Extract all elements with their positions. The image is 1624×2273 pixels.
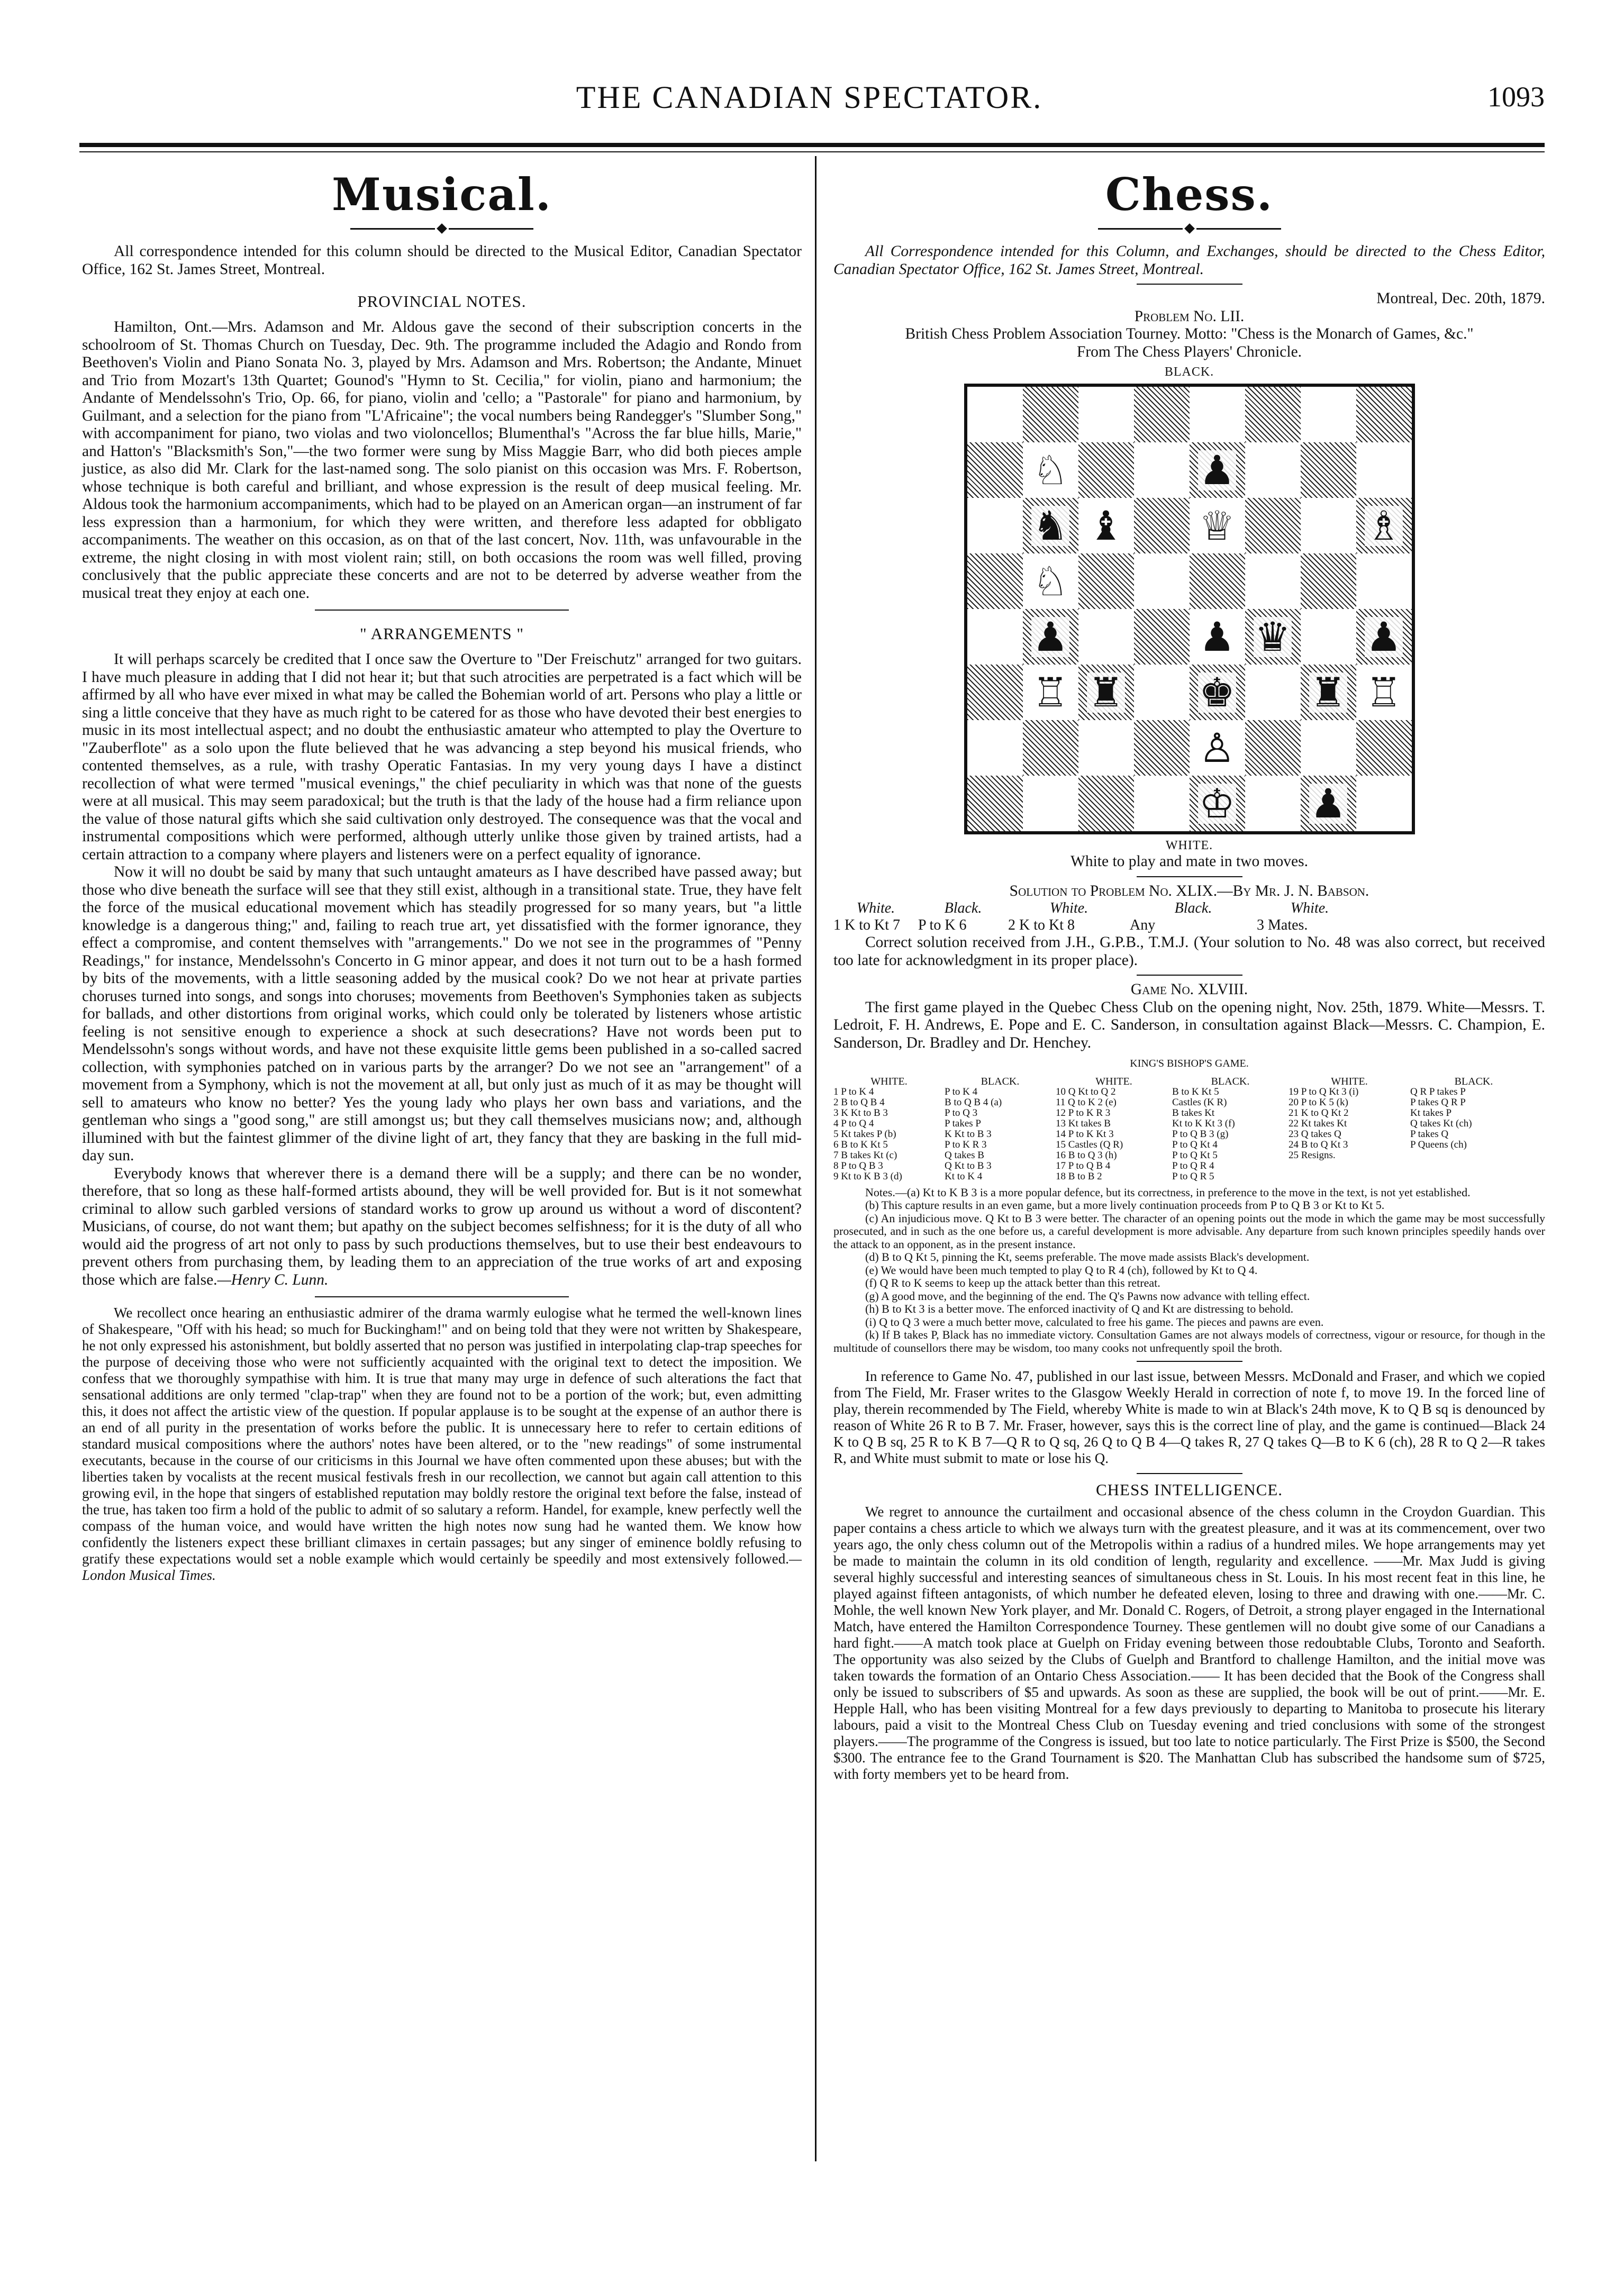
solution-header: White. <box>856 900 895 916</box>
move-cell: P to K R 3 <box>945 1139 987 1150</box>
chess-heading: Chess. <box>1105 168 1274 221</box>
move-cell: P Queens (ch) <box>1410 1139 1467 1150</box>
moves-header: BLACK. <box>1454 1076 1493 1087</box>
chess-piece-icon: ♟ <box>1365 613 1402 660</box>
solution-move: P to K 6 <box>918 917 967 933</box>
board-square <box>1190 776 1245 831</box>
arrangements-paragraph: Now it will no doubt be said by many that such untaught amateurs as I have described have passed away; but those who dive beneath the surface will see that they still exist, although in a transitional state. True, they have felt the force of the musical educational movement which has steadily progressed for so many years, but "a little knowledge is a dangerous thing;" and, failing to reach true art, yet dissatisfied with the former ignorance, they effect a compromise, and content themselves with "arrangements." Do we not see in the programmes of "Penny Readings," for instance, Mendelssohn's Concerto in G minor appear, and does it not turn out to be a hash formed by bits of the movements, with a little seasoning added by the musical cook? Do we not hear at private parties choruses turned into songs, and songs into choruses; movements from Beethoven's Symphonies taken as subjects for ballads, and other distortions from original works, which could only be tolerated by listeners whose artistic feeling is not sensitive enough to experience a shock at such desecrations? Have not words been put to Mendelssohn's songs without words, and have not these exquisite little gems been published in a so-called sacred collection, with symphonies patched on in various parts by the arranger? Do we not see an "arrangement" of a movement from a Symphony, which is not the movement at all, but only just as much of it as may be thought will sell to amateurs who know no better? Yes the young lady who plays her own bass and variations, and the gentleman who sings a "good song," are still amongst us; but they call themselves musicians now; and, although illumined with but the faintest glimmer of the divine light of art, they fancy that they are basking in the full mid-day sun. <box>82 863 802 1164</box>
move-cell: Q R P takes P <box>1410 1086 1466 1097</box>
board-square <box>1023 553 1078 609</box>
provincial-notes-title: PROVINCIAL NOTES. <box>357 292 527 311</box>
chess-board <box>964 384 1415 834</box>
solution-header: White. <box>1049 900 1088 916</box>
move-cell: 24 B to Q Kt 3 <box>1289 1139 1348 1150</box>
move-cell <box>1410 1161 1537 1171</box>
move-cell: P to Q Kt 4 <box>1172 1139 1218 1150</box>
dateline: Montreal, Dec. 20th, 1879. <box>1376 290 1545 307</box>
move-cell: P to Q 3 <box>945 1107 978 1119</box>
move-cell: 7 B takes Kt (c) <box>833 1150 897 1161</box>
move-cell: 15 Castles (Q R) <box>1056 1139 1123 1150</box>
column-divider <box>815 156 816 2161</box>
board-square <box>1023 442 1078 498</box>
chess-piece-icon: ♞ <box>1032 502 1069 549</box>
game-note: (k) If B takes P, Black has no immediate victory. Consultation Games are not always models of correctness, vigour or resource, for though in the multitude of counsellors there may be wisdom, too many cooks not unfrequently spoil the broth. <box>833 1328 1545 1354</box>
game-moves-table <box>833 1076 1545 1182</box>
board-square <box>1245 387 1301 442</box>
move-cell: Castles (K R) <box>1172 1097 1227 1108</box>
board-square <box>1356 498 1412 553</box>
move-cell <box>1289 1171 1410 1182</box>
arrangements-paragraph <box>82 1165 802 1289</box>
board-square <box>1078 720 1134 776</box>
board-square <box>1245 776 1301 831</box>
moves-header: WHITE. <box>870 1076 908 1087</box>
board-square <box>1245 720 1301 776</box>
game-note: Notes.—(a) Kt to K B 3 is a more popular defence, but its correctness, in preference to the move in the text, is not yet established. <box>865 1185 1471 1199</box>
move-cell: 4 P to Q 4 <box>833 1118 874 1129</box>
game-reference: In reference to Game No. 47, published in our last issue, between Messrs. McDonald and Fraser, and which we copied from The Field, Mr. Fraser writes to the Glasgow Weekly Herald in correction of note f, to move 19. In the forced line of play, therein recommended by The Field, whereby White is made to win at Black's 24th move, K to Q B sq is denounced by reason of White 26 R to B 7. Mr. Fraser, however, says this is the correct line of play, and the game is continued—Black 24 K to Q B sq, 25 R to K B 7—Q R to Q sq, 26 Q to Q B 4—Q takes R, 27 Q takes Q—B to K 6 (ch), 28 R to Q 2—R takes R, and White must submit to mate or lose his Q. <box>833 1368 1545 1466</box>
section-rule <box>1137 284 1242 285</box>
section-rule <box>1137 975 1242 976</box>
move-cell: P takes Q <box>1410 1129 1449 1140</box>
chess-piece-icon: ♘ <box>1032 557 1069 605</box>
solution-move: 3 Mates. <box>1257 917 1308 933</box>
board-square <box>1356 553 1412 609</box>
board-square <box>1190 387 1245 442</box>
board-square <box>967 720 1023 776</box>
board-square <box>1134 720 1190 776</box>
board-square <box>1078 442 1134 498</box>
board-square <box>1078 498 1134 553</box>
solution-header: Black. <box>1174 900 1212 916</box>
move-cell: 8 P to Q B 3 <box>833 1160 883 1171</box>
board-square <box>1134 609 1190 665</box>
board-square <box>1190 553 1245 609</box>
board-square <box>1078 553 1134 609</box>
move-cell: 12 P to K R 3 <box>1056 1107 1111 1119</box>
move-cell: 19 P to Q Kt 3 (i) <box>1289 1086 1359 1097</box>
board-square <box>1190 609 1245 665</box>
section-rule <box>1137 1361 1242 1362</box>
chess-piece-icon: ♚ <box>1199 668 1236 716</box>
board-square <box>1356 720 1412 776</box>
game-note: (b) This capture results in an even game, but a more lively continuation proceeds from P to Q B 3 or Kt to Kt 5. <box>865 1198 1385 1212</box>
move-cell: P takes P <box>945 1118 981 1129</box>
opening-name: KING'S BISHOP'S GAME. <box>1130 1058 1249 1069</box>
move-cell: P to Q B 3 (g) <box>1172 1129 1229 1140</box>
board-square <box>1356 442 1412 498</box>
board-square <box>1134 553 1190 609</box>
solution-header: Black. <box>944 900 982 916</box>
page-number: 1093 <box>1487 81 1545 113</box>
board-square <box>967 387 1023 442</box>
board-square <box>1301 498 1356 553</box>
move-cell <box>1410 1150 1537 1161</box>
board-square <box>1134 665 1190 720</box>
move-cell: 3 K Kt to B 3 <box>833 1107 888 1119</box>
move-cell: Q takes B <box>945 1150 984 1161</box>
move-cell: 20 P to K 5 (k) <box>1289 1097 1348 1108</box>
move-cell: B to Q B 4 (a) <box>945 1097 1002 1108</box>
game-note: (f) Q R to K seems to keep up the attack better than this retreat. <box>865 1276 1160 1289</box>
move-cell: 9 Kt to K B 3 (d) <box>833 1171 902 1182</box>
clap-trap-paragraph <box>82 1305 802 1584</box>
section-rule <box>1137 876 1242 877</box>
board-square <box>1245 609 1301 665</box>
move-cell: 11 Q to K 2 (e) <box>1056 1097 1117 1108</box>
move-cell: P to K 4 <box>945 1086 978 1097</box>
chess-piece-icon: ♖ <box>1365 668 1402 716</box>
heading-ornament <box>82 224 802 233</box>
moves-header: BLACK. <box>981 1076 1020 1087</box>
chess-intelligence-title: CHESS INTELLIGENCE. <box>1095 1480 1283 1499</box>
solution-move: 2 K to Kt 8 <box>1008 917 1075 933</box>
board-square <box>1078 387 1134 442</box>
chess-piece-icon: ♜ <box>1087 668 1124 716</box>
board-square <box>1356 387 1412 442</box>
board-square <box>1245 442 1301 498</box>
move-cell: 25 Resigns. <box>1289 1150 1336 1161</box>
board-square <box>1301 776 1356 831</box>
arrangements-signature: —Henry C. Lunn. <box>217 1271 329 1288</box>
musical-heading: Musical. <box>332 168 552 221</box>
board-square <box>967 553 1023 609</box>
board-square <box>1134 387 1190 442</box>
game-note: (e) We would have been much tempted to play Q to R 4 (ch), followed by Kt to Q 4. <box>865 1263 1258 1277</box>
board-square <box>1134 776 1190 831</box>
move-cell: P takes Q R P <box>1410 1097 1466 1108</box>
chess-intro: All Correspondence intended for this Column, and Exchanges, should be directed to the Chess Editor, Canadian Spectator Office, 162 St. James Street, Montreal. <box>833 243 1545 278</box>
board-square <box>1301 720 1356 776</box>
board-square <box>1245 665 1301 720</box>
chess-piece-icon: ♟ <box>1199 446 1236 494</box>
moves-header: WHITE. <box>1331 1076 1368 1087</box>
board-square <box>967 498 1023 553</box>
problem-title: Problem No. LII. <box>1134 307 1245 325</box>
board-square <box>1078 665 1134 720</box>
board-square <box>1301 442 1356 498</box>
moves-header: WHITE. <box>1095 1076 1132 1087</box>
chess-intelligence-text: We regret to announce the curtailment and occasional absence of the chess column in the Croydon Guardian. This paper contains a chess article to which we always turn with the greatest pleasure, and it was at its commencement, over two years ago, the only chess column out of the Metropolis within a radius of a hundred miles. We hope arrangements may yet be made to maintain the column in its old condition of length, regularity and excellence. ——Mr. Max Judd is giving several highly successful and interesting seances of simultaneous chess in St. Louis. In his most recent feat in this line, he played against fifteen antagonists, of which number he defeated eleven, losing to three and drawing with one.——Mr. C. Mohle, the well known New York player, and Mr. Donald C. Rogers, of Detroit, a strong player engaged in the International Match, have entered the Hamilton Correspondence Tourney. These gentlemen will no doubt give some of our Canadians a hard fight.——A match took place at Guelph on Friday evening between those redoubtable Clubs, Toronto and Seaforth. The opportunity was also seized by the Clubs of Guelph and Brantford to challenge Hamilton, and the initial move was taken towards the formation of an Ontario Chess Association.—— It has been decided that the Book of the Congress shall only be issued to subscribers of $5 and upwards. As soon as these are supplied, the book will be out of print.——Mr. E. Hepple Hall, who has been visiting Montreal for a few days previously to departing to Manitoba to prosecute his literary labours, paid a visit to the Montreal Chess Club on Tuesday evening and tried conclusions with some of the strongest players.——The programme of the Congress is issued, but too late to notice particularly. The First Prize is $500, the Second $300. The entrance fee to the Grand Tournament is $20. The Manhattan Club has subscribed the handsome sum of $725, with forty members yet to be heard from. <box>833 1504 1545 1782</box>
move-cell: Kt to K Kt 3 (f) <box>1172 1118 1235 1129</box>
moves-header: BLACK. <box>1211 1076 1250 1087</box>
chess-piece-icon: ♔ <box>1199 779 1236 827</box>
game-note: (g) A good move, and the beginning of the end. The Q's Pawns now advance with telling effect. <box>865 1289 1310 1303</box>
chess-piece-icon: ♟ <box>1199 613 1236 660</box>
move-cell: 22 Kt takes Kt <box>1289 1118 1347 1129</box>
board-square <box>1134 442 1190 498</box>
arrangements-text: Everybody knows that wherever there is a demand there will be a supply; and there can be no wonder, therefore, that so long as these half-formed artists abound, they will be well provided for. But is it not somewhat criminal to allow such garbled versions of standard works to grow up around us without a word of discontent? Musicians, of course, do not want them; but apathy on the subject becomes selfishness; for it is the duty of all who would aid the progress of art not only to pass by such productions themselves, but to use their best endeavours to prevent others from purchasing them, by leading them to an appreciation of the true works of art and exposing those which are false. <box>82 1165 802 1288</box>
solution-header: White. <box>1290 900 1329 916</box>
chess-piece-icon: ♘ <box>1032 446 1069 494</box>
board-square <box>1245 553 1301 609</box>
game-intro: The first game played in the Quebec Chess Club on the opening night, Nov. 25th, 1879. White—Messrs. T. Ledroit, F. H. Andrews, E. Pope and E. C. Sanderson, in consultation against Black—Messrs. C. Champion, E. Sanderson, Dr. Bradley and Dr. Henchey. <box>833 998 1545 1051</box>
board-square <box>1301 553 1356 609</box>
board-square <box>1023 776 1078 831</box>
heading-ornament <box>833 224 1545 233</box>
board-square <box>1356 665 1412 720</box>
board-square <box>967 442 1023 498</box>
move-cell: 14 P to K Kt 3 <box>1056 1129 1114 1140</box>
move-cell: P to Q R 4 <box>1172 1160 1214 1171</box>
move-cell: B to K Kt 5 <box>1172 1086 1219 1097</box>
move-cell: 5 Kt takes P (b) <box>833 1129 896 1140</box>
chess-piece-icon: ♕ <box>1199 502 1236 549</box>
chess-diagram <box>962 365 1417 853</box>
move-cell: 17 P to Q B 4 <box>1056 1160 1111 1171</box>
move-cell: 6 B to K Kt 5 <box>833 1139 888 1150</box>
correct-solution-note: Correct solution received from J.H., G.P.B., T.M.J. (Your solution to No. 48 was also correct, but received too late for acknowledgment in its proper place). <box>833 934 1545 969</box>
chess-column <box>833 159 1545 1783</box>
solution-move: 1 K to Kt 7 <box>833 917 900 933</box>
board-square <box>1023 387 1078 442</box>
board-square <box>1023 609 1078 665</box>
header-rule-thin <box>79 151 1545 152</box>
move-cell: B takes Kt <box>1172 1107 1215 1119</box>
chess-piece-icon: ♟ <box>1310 779 1347 827</box>
solution-move: Any <box>1130 917 1156 933</box>
chess-piece-icon: ♙ <box>1199 724 1236 771</box>
board-square <box>1023 498 1078 553</box>
move-cell: 2 B to Q B 4 <box>833 1097 885 1108</box>
move-cell: P to Q R 5 <box>1172 1171 1214 1182</box>
board-square <box>1301 609 1356 665</box>
board-square <box>1190 665 1245 720</box>
move-cell: 13 Kt takes B <box>1056 1118 1111 1129</box>
section-rule <box>315 610 569 611</box>
move-cell <box>1410 1171 1537 1182</box>
game-notes <box>833 1186 1545 1355</box>
provincial-notes-text: Hamilton, Ont.—Mrs. Adamson and Mr. Aldous gave the second of their subscription concerts in the schoolroom of St. Thomas Church on Tuesday, Dec. 9th. The programme included the Adagio and Rondo from Beethoven's Violin and Piano Sonata No. 3, played by Mrs. Adamson and Mrs. Robertson; the Andante, Minuet and Trio from Mozart's 13th Quartet; Gounod's "Hymn to St. Cecilia," for violin, piano and harmonium; the Andante of Mendelssohn's Trio, Op. 66, for piano, violin and 'cello; a "Pastorale" for piano and harmonium, by Guilmant, and a selection for the piano from "L'Africaine"; the vocal numbers being Randegger's "Slumber Song," with accompaniment for piano, two violas and two violoncellos; Blumenthal's "Across the far blue hills, Marie," and Hatton's "Blacksmith's Son,"—the two former were sung by Miss Maggie Barr, who did both pieces ample justice, as also did Mr. Clark for the last-named song. The solo pianist on this occasion was Mrs. F. Robertson, whose technique is both careful and brilliant, and whose expression is the result of deep musical feeling. Mr. Aldous took the harmonium accompaniments, which had to be played on an American organ—an instrument of far less expression than a harmonium, for which they were written, and therefore less adapted for obbligato accompaniments. The weather on this occasion, as on that of the last concert, Nov. 11th, was unfavourable in the extreme, the night closing in with most violent rain; still, on both occasions the room was well filled, proving conclusively that the public appreciate these concerts and are not to be deterred by adverse weather from the musical treat they enjoy at each one. <box>82 319 802 602</box>
board-square <box>1134 498 1190 553</box>
chess-piece-icon: ♖ <box>1032 668 1069 716</box>
header-rule-thick <box>79 143 1545 147</box>
move-cell: Q takes Kt (ch) <box>1410 1118 1472 1129</box>
clap-trap-signature: —London Musical Times. <box>82 1551 802 1583</box>
board-square <box>1301 387 1356 442</box>
board-square <box>1023 665 1078 720</box>
chess-piece-icon: ♛ <box>1254 613 1291 660</box>
board-square <box>967 665 1023 720</box>
board-square <box>1190 442 1245 498</box>
white-side-label: WHITE. <box>1165 839 1213 852</box>
board-square <box>1356 776 1412 831</box>
solution-title: Solution to Problem No. XLIX.—By Mr. J. N. Babson. <box>1009 882 1369 899</box>
move-cell <box>1289 1161 1410 1171</box>
board-square <box>1301 665 1356 720</box>
chess-piece-icon: ♗ <box>1365 502 1402 549</box>
black-side-label: BLACK. <box>1164 365 1214 379</box>
move-cell: 16 B to Q 3 (h) <box>1056 1150 1117 1161</box>
problem-source: From The Chess Players' Chronicle. <box>1076 343 1302 360</box>
move-cell: Kt takes P <box>1410 1107 1452 1119</box>
publication-title: THE CANADIAN SPECTATOR. <box>576 80 1043 115</box>
section-rule <box>1137 1473 1242 1474</box>
board-square <box>1078 776 1134 831</box>
move-cell: Q Kt to B 3 <box>945 1160 992 1171</box>
board-square <box>1190 720 1245 776</box>
game-note: (i) Q to Q 3 were a much better move, calculated to free his game. The pieces and pawns are even. <box>865 1315 1324 1329</box>
board-square <box>1356 609 1412 665</box>
arrangements-title: " ARRANGEMENTS " <box>359 624 524 643</box>
musical-intro: All correspondence intended for this column should be directed to the Musical Editor, Canadian Spectator Office, 162 St. James Street, Montreal. <box>82 243 802 278</box>
board-square <box>967 776 1023 831</box>
chess-piece-icon: ♝ <box>1087 502 1124 549</box>
move-cell: Kt to K 4 <box>945 1171 983 1182</box>
game-note: (d) B to Q Kt 5, pinning the Kt, seems preferable. The move made assists Black's development. <box>865 1250 1310 1263</box>
move-cell: K Kt to B 3 <box>945 1129 992 1140</box>
move-cell: 1 P to K 4 <box>833 1086 874 1097</box>
game-note: (h) B to Kt 3 is a better move. The enforced inactivity of Q and Kt are distressing to behold. <box>865 1302 1294 1315</box>
board-square <box>1245 498 1301 553</box>
game-note: (c) An injudicious move. Q Kt to B 3 were better. The character of an opening points out the mode in which the game may be most successfully prosecuted, and in such as the one before us, a careful development is more advisable. Any departure from such known principles speedily hands over the attack to an opponent, as in the present instance. <box>833 1211 1545 1251</box>
move-cell: 10 Q Kt to Q 2 <box>1056 1086 1116 1097</box>
problem-stipulation: White to play and mate in two moves. <box>1070 853 1308 870</box>
move-cell: 21 K to Q Kt 2 <box>1289 1107 1349 1119</box>
game-title: Game No. XLVIII. <box>1130 981 1248 998</box>
move-cell: 18 B to B 2 <box>1056 1171 1102 1182</box>
board-square <box>1078 609 1134 665</box>
board-square <box>1023 720 1078 776</box>
board-square <box>967 609 1023 665</box>
chess-piece-icon: ♟ <box>1032 613 1069 660</box>
musical-column <box>82 159 802 1584</box>
section-rule <box>315 1296 569 1297</box>
solution-table <box>833 900 1545 934</box>
move-cell: 23 Q takes Q <box>1289 1129 1341 1140</box>
move-cell: P to Q Kt 5 <box>1172 1150 1218 1161</box>
board-square <box>1190 498 1245 553</box>
chess-piece-icon: ♜ <box>1310 668 1347 716</box>
arrangements-paragraph: It will perhaps scarcely be credited that I once saw the Overture to "Der Freischutz" arranged for two guitars. I have much pleasure in adding that I did not hear it; but that such atrocities are perpetrated is a fact which will be affirmed by all who have ever mixed in what may be called the Bohemian world of art. Persons who play a little or sing a little conceive that they have as much right to be catered for as those who have devoted their best energies to music in its most intellectual aspect; and no doubt the enthusiastic amateur who attempted to play the Overture to "Zauberflote" as a solo upon the flute believed that he was advancing a step beyond his musical friends, who contented themselves, as a rule, with trashy Operatic Fantasias. In my very young days I have a distinct recollection of what were termed "musical evenings," the chief peculiarity in which was that none of the guests were at all musical. This may seem paradoxical; but the truth is that the lady of the house had a firm reliance upon the value of those natural gifts which she said cultivation only destroyed. The consequence was that the vocal and instrumental compositions which were performed, although utterly unlike those given by trained artists, had a certain attraction to a company where players and listeners were on a perfect equality of ignorance. <box>82 651 802 863</box>
running-header <box>74 79 1545 122</box>
clap-trap-text: We recollect once hearing an enthusiastic admirer of the drama warmly eulogise what he termed the well-known lines of Shakespeare, "Off with his head; so much for Buckingham!" and on being told that they were not written by Shakespeare, he not only expressed his astonishment, but boldly asserted that no person was justified in interpolating clap-trap speeches for the purpose of deceiving those who were not sufficiently acquainted with the original text to detect the imposition. We confess that we thoroughly sympathise with him. It is true that many may urge in defence of such alterations the fact that sensational additions are only termed "clap-trap" when they are found not to be a portion of the work; but, even admitting this, it does not affect the artistic view of the question. If popular applause is to be sought at the expense of an author there is an end of all purity in the presentation of works before the public. It is unnecessary here to refer to certain editions of standard musical compositions where the authors' notes have been altered, or to the "new readings" of some instrumental executants, because in the course of our criticisms in this Journal we have often commented upon these abuses; but with the liberties taken by vocalists at the recent musical festivals fresh in our recollection, we cannot but again call attention to this growing evil, in the hope that singers of established reputation may boldly restore the original text before the false, instead of the true, has taken too firm a hold of the public to admit of so salutary a reform. Handel, for example, knew perfectly well the compass of the human voice, and would have written the high notes now sung had he wanted them. We know how confidently the listeners expect these brilliant climaxes in certain passages; but any singer of eminence boldly refusing to gratify these expectations would set a noble example which would certainly be speedily and most extensively followed. <box>82 1305 802 1567</box>
problem-tourney: British Chess Problem Association Tourney. Motto: "Chess is the Monarch of Games, &c." <box>905 325 1474 342</box>
